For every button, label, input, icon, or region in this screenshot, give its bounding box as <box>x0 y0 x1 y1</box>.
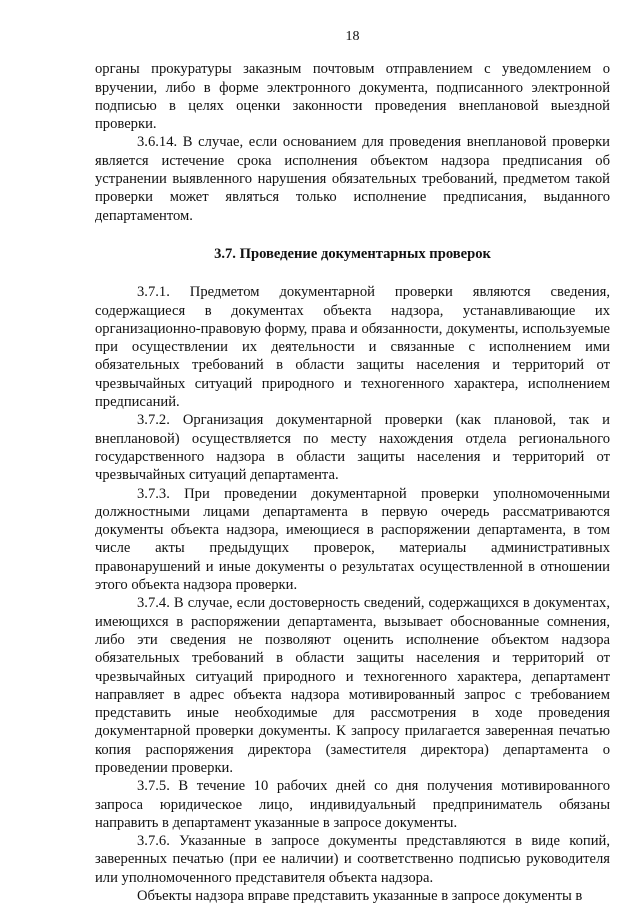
section-heading: 3.7. Проведение документарных проверок <box>214 245 491 262</box>
paragraph-continuation: Объекты надзора вправе представить указанные в запросе документы в <box>137 888 583 905</box>
paragraph-3-7-5: 3.7.5. В течение 10 рабочих дней со дня получения мотивированного запроса юридическое лицо, индивидуальный предприниматель обязаны направить в департамент указанные в запросе документы. <box>95 778 610 831</box>
paragraph-3-7-2: 3.7.2. Организация документарной проверки (как плановой, так и внеплановой) осуществляется по месту нахождения отдела регионального государственного надзора в области защиты населения и территорий от чрезвычайных ситуаций департамента. <box>95 412 610 484</box>
paragraph-3-7-1: 3.7.1. Предметом документарной проверки являются сведения, содержащиеся в документах объекта надзора, устанавливающие их организационно-правовую форму, права и обязанности, документы, используемые при осуществлении их деятельности и связанные с исполнением ими обязательных требований в области защиты населения и территорий от чрезвычайных ситуаций природного и техногенного характера, исполнением предписаний. <box>95 284 610 411</box>
paragraph-3-6-14: 3.6.14. В случае, если основанием для проведения внеплановой проверки является истечение срока исполнения объектом надзора предписания об устранении выявленного нарушения обязательных требований, предметом такой проверки может являться только исполнение предписания, выданного департаментом. <box>95 134 610 224</box>
paragraph-3-7-4: 3.7.4. В случае, если достоверность сведений, содержащихся в документах, имеющихся в распоряжении департамента, вызывает обоснованные сомнения, либо эти сведения не позволяют оценить исполнение объектом надзора обязательных требований в области защиты населения и территорий от чрезвычайных ситуаций природного и техногенного характера, департамент направляет в адрес объекта надзора мотивированный запрос с требованием представить иные необходимые для рассмотрения в ходе проведения документарной проверки документы. К запросу прилагается заверенная печатью копия распоряжения директора (заместителя директора) департамента о проведении проверки. <box>95 595 610 776</box>
paragraph: органы прокуратуры заказным почтовым отправлением с уведомлением о вручении, либо в форме электронного документа, подписанного электронной подписью в целях оценки законности проведения внеплановой выездной проверки. <box>95 61 610 133</box>
paragraph-3-7-3: 3.7.3. При проведении документарной проверки уполномоченными должностными лицами департамента в первую очередь рассматриваются документы объекта надзора, имеющиеся в распоряжении департамента, в том числе акты предыдущих проверок, материалы административных правонарушений и иные документы о результатах осуществленной в отношении этого объекта надзора проверки. <box>95 485 610 594</box>
page-number: 18 <box>345 29 360 44</box>
paragraph-3-7-6: 3.7.6. Указанные в запросе документы представляются в виде копий, заверенных печатью (при ее наличии) и соответственно подписью руководителя или уполномоченного представителя объекта надзора. <box>95 833 610 886</box>
